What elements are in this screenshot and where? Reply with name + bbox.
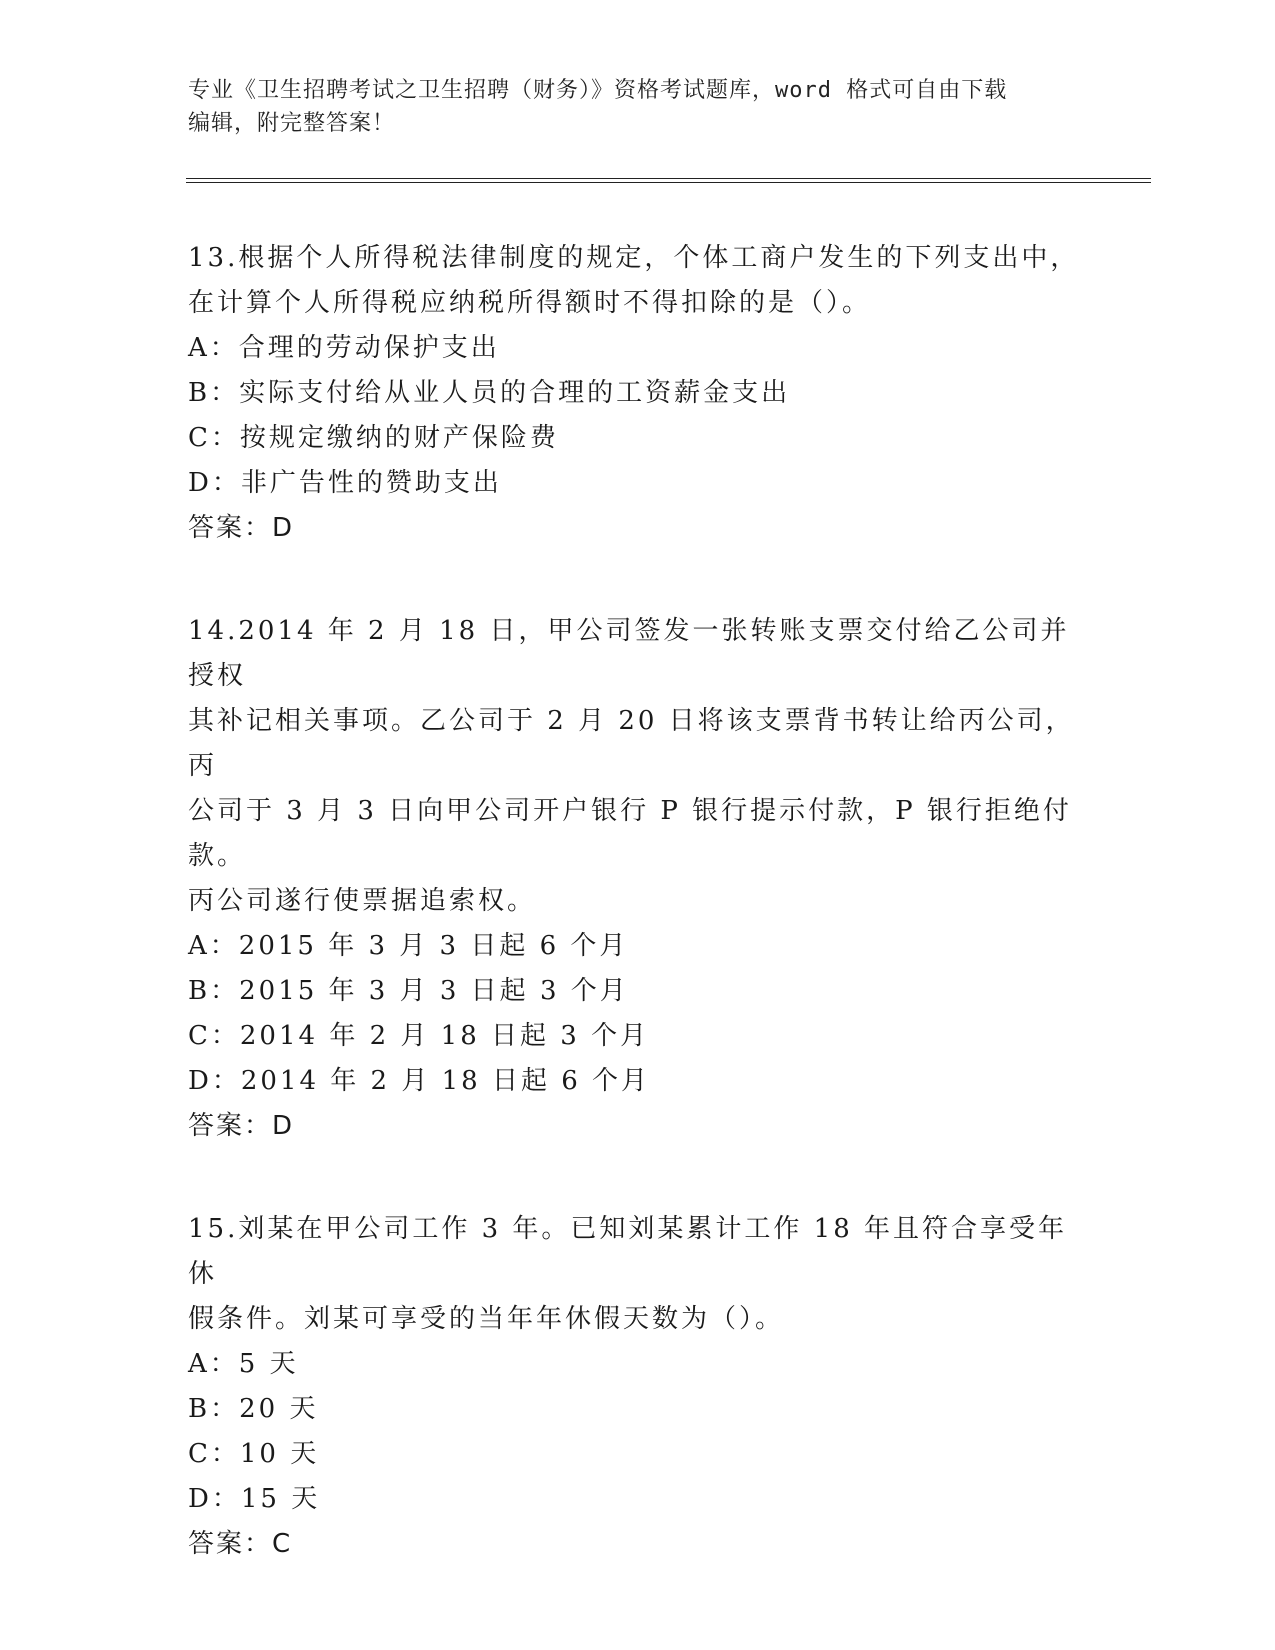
question-13 <box>188 236 1088 551</box>
question-text-line: 15.刘某在甲公司工作 3 年。已知刘某累计工作 18 年且符合享受年休 <box>188 1214 1068 1289</box>
answer-label: 答案：D <box>188 513 295 543</box>
header-line-1: 专业《卫生招聘考试之卫生招聘（财务）》资格考试题库，word 格式可自由下载 <box>188 78 1008 103</box>
question-text-line: 13.根据个人所得税法律制度的规定，个体工商户发生的下列支出中， <box>188 243 1080 273</box>
question-text-line: 14.2014 年 2 月 18 日，甲公司签发一张转账支票交付给乙公司并授权 <box>188 616 1070 691</box>
answer-label: 答案：D <box>188 1111 295 1141</box>
question-text-line: 丙公司遂行使票据追索权。 <box>188 886 537 916</box>
option-d: D：非广告性的赞助支出 <box>188 468 502 498</box>
question-14 <box>188 609 1088 1149</box>
option-a: A：合理的劳动保护支出 <box>188 333 500 363</box>
divider-line-bottom <box>186 182 1151 183</box>
question-text-line: 在计算个人所得税应纳税所得额时不得扣除的是（）。 <box>188 288 872 318</box>
header-line-2: 编辑，附完整答案！ <box>188 111 396 136</box>
option-c: C：2014 年 2 月 18 日起 3 个月 <box>188 1021 650 1051</box>
option-b: B：20 天 <box>188 1394 319 1424</box>
option-d: D：15 天 <box>188 1484 321 1514</box>
question-text-line: 其补记相关事项。乙公司于 2 月 20 日将该支票背书转让给丙公司，丙 <box>188 706 1075 781</box>
option-a: A：5 天 <box>188 1349 299 1379</box>
divider-line-top <box>186 178 1151 179</box>
option-b: B：2015 年 3 月 3 日起 3 个月 <box>188 976 629 1006</box>
question-text-line: 假条件。刘某可享受的当年年休假天数为（）。 <box>188 1304 785 1334</box>
document-header <box>188 74 1068 140</box>
answer-label: 答案：C <box>188 1529 293 1559</box>
option-d: D：2014 年 2 月 18 日起 6 个月 <box>188 1066 651 1096</box>
question-text-line: 公司于 3 月 3 日向甲公司开户银行 P 银行提示付款，P 银行拒绝付款。 <box>188 796 1072 871</box>
question-15 <box>188 1207 1088 1567</box>
question-list <box>188 236 1088 1625</box>
option-c: C：按规定缴纳的财产保险费 <box>188 423 559 453</box>
option-b: B：实际支付给从业人员的合理的工资薪金支出 <box>188 378 791 408</box>
header-divider <box>186 178 1151 184</box>
option-c: C：10 天 <box>188 1439 320 1469</box>
option-a: A：2015 年 3 月 3 日起 6 个月 <box>188 931 629 961</box>
